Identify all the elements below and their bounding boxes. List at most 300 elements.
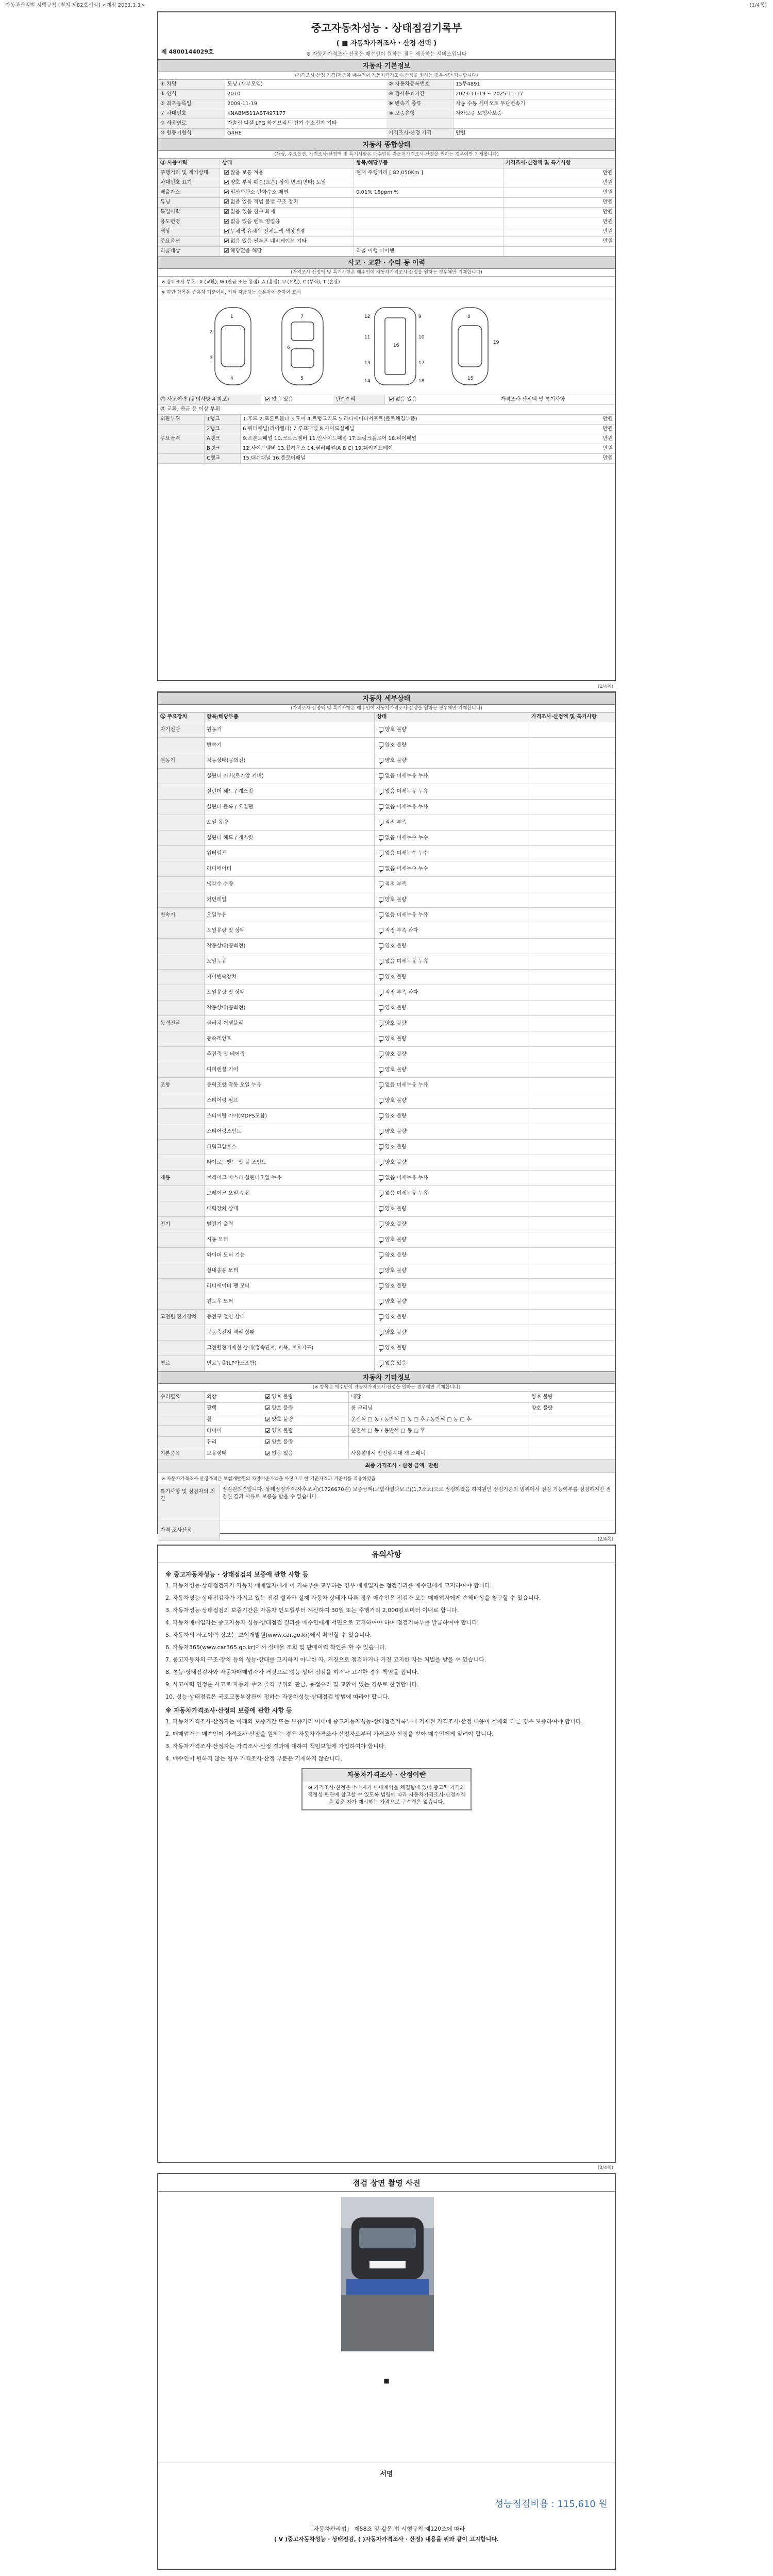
summary-label: 배출가스 — [158, 188, 220, 197]
detail-status-text: 없음 미세누유 누유 — [385, 1175, 428, 1181]
accident-part-price: 만원 — [602, 455, 613, 461]
summary-detail — [354, 178, 503, 188]
price-sign-label: 가격·조사산정 — [158, 1520, 220, 1540]
basic-info-value: 15무4891 — [456, 81, 480, 87]
summary-label: 차대번호 표기 — [158, 178, 220, 188]
summary-status[interactable] — [220, 178, 354, 188]
detail-status[interactable] — [375, 1294, 529, 1309]
detail-status[interactable] — [375, 1016, 529, 1031]
detail-group — [158, 769, 205, 784]
basic-info-label: ⑦ 차대번호 — [158, 109, 225, 118]
special-notes-row — [158, 1484, 615, 1520]
detail-item: 라디에이터 팬 모터 — [205, 1279, 375, 1294]
detail-status[interactable] — [375, 923, 529, 938]
detail-item: 윈도우 모터 — [205, 1294, 375, 1309]
notice-item: 9. 사고이력 인정은 사고로 자동차 주요 골격 부위의 판금, 용접수리 및 교환이 있는 경우로 한정합니다. — [165, 1681, 419, 1688]
check-icon — [379, 882, 383, 886]
detail-status[interactable] — [375, 1186, 529, 1201]
summary-status-text: 일산화탄소 탄화수소 매연 — [230, 190, 289, 195]
detail-status-text: 적정 부족 과다 — [385, 990, 418, 995]
detail-status[interactable] — [375, 1031, 529, 1046]
detail-row — [158, 1263, 615, 1279]
notice-item: 2. 매매업자는 매수인이 가격조사·산정을 원하는 경우 자동차가격조사·산정자로부터 가격조사·산정을 받아 매수인에게 알려야 합니다. — [165, 1731, 494, 1737]
detail-row — [158, 1155, 615, 1171]
detail-status[interactable] — [375, 1356, 529, 1371]
detail-price — [529, 1062, 615, 1077]
summary-head-1: ⑪ 사용이력 — [158, 159, 220, 168]
detail-status[interactable] — [375, 753, 529, 768]
detail-group — [158, 1341, 205, 1355]
basic-info-value: 자가보증 보험사보증 — [456, 111, 502, 116]
detail-price — [529, 831, 615, 845]
basic-info-value: 2010 — [227, 91, 241, 97]
detail-status[interactable] — [375, 985, 529, 1000]
check-icon — [379, 1129, 383, 1133]
detail-status-text: 없음 미세누수 누수 — [385, 866, 428, 872]
detail-item: 스티어링 펌프 — [205, 1093, 375, 1108]
detail-status[interactable] — [375, 1310, 529, 1325]
summary-table — [158, 168, 615, 257]
detail-price — [529, 877, 615, 892]
summary-row — [158, 237, 615, 247]
detail-row — [158, 1016, 615, 1031]
photo-marker: ■ — [383, 2377, 390, 2384]
detail-status-text: 양호 불량 — [385, 1268, 407, 1274]
detail-price — [529, 1294, 615, 1309]
detail-row — [158, 846, 615, 861]
check-icon — [224, 229, 229, 233]
detail-status[interactable] — [375, 800, 529, 815]
detail-status[interactable] — [375, 1109, 529, 1124]
detail-group — [158, 954, 205, 969]
final-price-label: 최종 가격조사 · 산정 금액 — [365, 1463, 424, 1469]
detail-group — [158, 831, 205, 845]
accident-history-check[interactable] — [261, 395, 333, 404]
detail-row — [158, 1217, 615, 1232]
detail-item: 변속기 — [205, 738, 375, 753]
check-icon — [224, 209, 229, 214]
detail-item: 오일유량 및 상태 — [205, 923, 375, 938]
detail-group — [158, 1031, 205, 1046]
inspection-photo — [341, 2197, 434, 2351]
svg-text:10: 10 — [418, 335, 425, 340]
detail-group — [158, 892, 205, 907]
detail-group — [158, 970, 205, 985]
detail-price — [529, 753, 615, 768]
etc-item: 타이어 — [205, 1426, 261, 1436]
detail-status[interactable] — [375, 1325, 529, 1340]
detail-group: 제동 — [158, 1171, 205, 1185]
detail-status[interactable] — [375, 815, 529, 830]
price-info-text: ※ 가격조사·산정은 소비자가 매매계약을 체결함에 있어 중고차 가격의 적정성 판단에 참고할 수 있도록 법령에 따라 자동차가격조사·산정자격을 갖춘 자가 제시하는 가격으로 구속력은 없습니다. — [308, 1785, 465, 1805]
detail-group — [158, 846, 205, 861]
detail-status[interactable] — [375, 908, 529, 923]
check-icon — [379, 758, 383, 762]
detail-status-text: 없음 미세누유 누유 — [385, 1082, 428, 1088]
check-icon — [379, 1098, 383, 1103]
svg-text:1: 1 — [230, 314, 233, 319]
detail-group — [158, 1186, 205, 1201]
detail-item: 배력장치 상태 — [205, 1201, 375, 1216]
etc-row — [158, 1392, 615, 1403]
etc-status[interactable] — [261, 1426, 349, 1436]
detail-price — [529, 1341, 615, 1355]
special-notes-label: 특기사항 및 점검자의 의견 — [158, 1484, 220, 1520]
detail-item: 실린더 헤드 / 개스킷 — [205, 831, 375, 845]
detail-status[interactable] — [375, 1078, 529, 1093]
legal-basis-text: 「자동차관리법」 제58조 및 같은 법 시행규칙 제120조에 따라 — [308, 2526, 465, 2532]
detail-status[interactable] — [375, 970, 529, 985]
detail-row — [158, 908, 615, 923]
summary-label: 주행거리 및 계기상태 — [158, 168, 220, 178]
detail-item: 작동상태(공회전) — [205, 939, 375, 954]
detail-status[interactable] — [375, 939, 529, 954]
etc-row — [158, 1448, 615, 1460]
etc-status-text: 양호 불량 — [272, 1394, 293, 1400]
detail-row — [158, 1001, 615, 1016]
etc-row — [158, 1437, 615, 1448]
detail-group — [158, 1001, 205, 1015]
detail-price — [529, 1279, 615, 1294]
accident-part-price: 만원 — [602, 446, 613, 451]
detail-item: 실린더 헤드 / 개스킷 — [205, 784, 375, 799]
detail-head-3: 상태 — [375, 713, 529, 722]
detail-status[interactable] — [375, 1171, 529, 1185]
detail-group — [158, 1248, 205, 1263]
simple-repair-value: 없음 있음 — [395, 397, 417, 402]
detail-group — [158, 1062, 205, 1077]
check-icon — [379, 1283, 383, 1288]
etc-item: 휠 — [205, 1414, 261, 1425]
detail-group — [158, 1325, 205, 1340]
etc-item: 광택 — [205, 1403, 261, 1414]
detail-status[interactable] — [375, 1062, 529, 1077]
notice-item: 1. 자동차가격조사·산정자는 아래의 보증기간 또는 보증거리 이내에 중고자동차성능·상태점검기록부에 기재된 가격조사·산정 내용이 실제와 다른 경우 보증하여야 합니다. — [165, 1718, 583, 1725]
detail-item: 충전구 절연 상태 — [205, 1310, 375, 1325]
summary-status[interactable] — [220, 227, 354, 236]
detail-group — [158, 1263, 205, 1278]
etc-group: 수리필요 — [158, 1392, 205, 1402]
check-icon — [379, 789, 383, 793]
detail-row — [158, 939, 615, 954]
etc-item-2: 운전석 □ 동 / 동반석 □ 동 □ 후 / 동반석 □ 동 □ 후 — [349, 1414, 529, 1425]
accident-part-group — [158, 444, 205, 453]
detail-status[interactable] — [375, 1201, 529, 1216]
accident-part-group: 외판부위 — [158, 415, 205, 424]
report-note: ※ 자동차가격조사·산정은 매수인이 원하는 경우 제공하는 서비스입니다 — [306, 52, 467, 57]
detail-status-text: 양호 불량 — [385, 1283, 407, 1289]
svg-text:8: 8 — [467, 314, 470, 319]
notice-item: 6. 자동차365(www.car365.go.kr)에서 실매물 조회 및 판매이력 확인을 할 수 있습니다. — [165, 1644, 387, 1651]
detail-status-text: 양호 불량 — [385, 1098, 407, 1104]
svg-text:7: 7 — [300, 314, 304, 319]
summary-row — [158, 247, 615, 257]
notice-item: 1. 자동차성능·상태점검자가 자동차 매매업자에게 이 기록부를 교부하는 경우 매매업자는 점검결과를 매수인에게 고지하여야 합니다. — [165, 1582, 492, 1589]
detail-status-text: 양호 불량 — [385, 1129, 407, 1134]
detail-price — [529, 1263, 615, 1278]
detail-status[interactable] — [375, 1279, 529, 1294]
summary-row — [158, 168, 615, 178]
detail-price — [529, 1140, 615, 1155]
summary-status-text: 해당없음 해당 — [230, 248, 262, 254]
detail-item: 클러치 어셈블리 — [205, 1016, 375, 1031]
check-icon — [379, 866, 383, 871]
detail-status[interactable] — [375, 784, 529, 799]
detail-status[interactable] — [375, 1047, 529, 1062]
summary-status[interactable] — [220, 198, 354, 207]
detail-group: 전기 — [158, 1217, 205, 1232]
summary-detail: 0.01% 15ppm % — [354, 188, 503, 197]
detail-status-text: 양호 불량 — [385, 1222, 407, 1227]
svg-text:19: 19 — [493, 340, 499, 345]
detail-status[interactable] — [375, 1248, 529, 1263]
etc-group — [158, 1437, 205, 1448]
notice-item: 5. 자동차의 사고이력 정보는 보험개발원(www.car.go.kr)에서 확인할 수 있습니다. — [165, 1632, 372, 1638]
notice-item: 4. 자동차매매업자는 중고자동차 성능·상태점검 결과를 매수인에게 서면으로 고지하여야 하며 점검기록부를 발급하여야 합니다. — [165, 1619, 479, 1626]
price-info-title: 자동차가격조사 · 산정이란 — [303, 1769, 470, 1782]
etc-item-2: 내장 — [349, 1392, 529, 1402]
detail-item: 실내송풍 모터 — [205, 1263, 375, 1278]
check-icon — [224, 219, 229, 224]
detail-row — [158, 815, 615, 831]
detail-status-text: 없음 미세누유 누유 — [385, 912, 428, 918]
accident-part-rank: 2랭크 — [205, 425, 241, 434]
svg-text:12: 12 — [364, 314, 371, 319]
accident-part-items: 1.후드 2.프론트휀더 3.도어 4.트렁크리드 5.라디에이터서포트(볼트체결부품) — [243, 416, 417, 422]
accident-part-row — [158, 454, 615, 464]
basic-info-label: ⑤ 최초등록일 — [158, 99, 225, 109]
detail-row — [158, 1294, 615, 1310]
svg-text:17: 17 — [418, 361, 425, 366]
accident-history-value: 없음 있음 — [272, 397, 293, 402]
detail-item: 디퍼렌셜 기어 — [205, 1062, 375, 1077]
etc-item-2: 룸 크리닝 — [349, 1403, 529, 1414]
notice-item: 3. 자동차가격조사·산정자는 가격조사·산정 결과에 대하여 책임보험에 가입하여야 합니다. — [165, 1743, 386, 1750]
etc-row — [158, 1403, 615, 1414]
etc-status[interactable] — [261, 1448, 349, 1459]
notice-title: 유의사항 — [158, 1546, 615, 1563]
notification-text: ( V )중고자동차성능 · 상태점검, ( )자동차가격조사 · 산정) 내용을 위와 같이 고지합니다. — [274, 2536, 499, 2543]
summary-head-4: 가격조사·산정액 및 특기사항 — [506, 160, 571, 166]
check-icon — [379, 990, 383, 994]
etc-status[interactable] — [261, 1414, 349, 1425]
detail-status[interactable] — [375, 861, 529, 876]
check-icon — [224, 190, 229, 194]
summary-status-text: 무채색 유채색 전체도색 색상변경 — [230, 229, 305, 234]
summary-status-text: 없음 있음 적법 불법 구조 장치 — [230, 199, 298, 205]
basic-info-row — [158, 119, 615, 129]
detail-group — [158, 985, 205, 1000]
etc-title: 자동차 기타정보 — [158, 1371, 615, 1384]
check-icon — [379, 1206, 383, 1211]
check-icon — [379, 1222, 383, 1226]
etc-status-2 — [529, 1426, 615, 1436]
detail-price — [529, 1124, 615, 1139]
summary-price: 만원 — [602, 190, 613, 195]
summary-price: 만원 — [602, 199, 613, 205]
etc-status-text: 양호 불량 — [272, 1439, 293, 1445]
detail-row — [158, 722, 615, 738]
etc-group — [158, 1426, 205, 1436]
detail-price — [529, 1078, 615, 1093]
check-icon — [265, 1417, 270, 1421]
detail-status[interactable] — [375, 1140, 529, 1155]
detail-status-text: 없음 미세누유 누유 — [385, 789, 428, 794]
detail-status[interactable] — [375, 831, 529, 845]
check-icon — [379, 851, 383, 855]
check-icon — [379, 1191, 383, 1195]
basic-info-value — [453, 119, 615, 128]
check-icon — [379, 1005, 383, 1010]
sign-title: 서명 — [380, 2470, 393, 2478]
check-icon — [224, 170, 229, 175]
summary-detail: 리콜 이행 미이행 — [354, 247, 503, 256]
detail-group — [158, 815, 205, 830]
accident-part-group: 주요골격 — [158, 434, 205, 444]
price-sign-row — [158, 1520, 615, 1541]
detail-group — [158, 877, 205, 892]
svg-text:5: 5 — [300, 376, 304, 381]
photo-title: 점검 장면 촬영 사진 — [158, 2174, 615, 2192]
detail-status[interactable] — [375, 954, 529, 969]
check-icon — [265, 1428, 270, 1433]
detail-item: 실린더 커버(로커암 커버) — [205, 769, 375, 784]
detail-price — [529, 970, 615, 985]
etc-status-text: 없음 있음 — [272, 1451, 293, 1456]
check-icon — [379, 804, 383, 809]
detail-status[interactable] — [375, 769, 529, 784]
detail-status[interactable] — [375, 846, 529, 861]
etc-status[interactable] — [261, 1437, 349, 1448]
check-icon — [265, 1439, 270, 1444]
check-icon — [379, 1067, 383, 1072]
detail-group — [158, 738, 205, 753]
detail-group — [158, 923, 205, 938]
detail-item: 브레이크 오일 누유 — [205, 1186, 375, 1201]
check-icon — [265, 1405, 270, 1410]
detail-status[interactable] — [375, 738, 529, 753]
summary-status[interactable] — [220, 247, 354, 256]
detail-price — [529, 1310, 615, 1325]
detail-status[interactable] — [375, 1232, 529, 1247]
notice-body — [158, 1563, 615, 1818]
page-3 — [157, 1545, 616, 2163]
detail-status[interactable] — [375, 1263, 529, 1278]
detail-status[interactable] — [375, 1093, 529, 1108]
detail-status[interactable] — [375, 1001, 529, 1015]
summary-price: 만원 — [602, 209, 613, 215]
etc-status[interactable] — [261, 1403, 349, 1414]
detail-item: 오일 유량 — [205, 815, 375, 830]
detail-row — [158, 738, 615, 753]
summary-status-text: 양호 부식 훼손(오손) 상이 변조(변타) 도말 — [230, 180, 327, 185]
detail-status[interactable] — [375, 1217, 529, 1232]
etc-status-text: 양호 불량 — [272, 1417, 293, 1422]
check-icon — [379, 1361, 383, 1365]
simple-repair-label: 단순수리 — [333, 395, 385, 404]
accident-part-price: 만원 — [602, 426, 613, 432]
detail-row — [158, 800, 615, 815]
detail-status[interactable] — [375, 722, 529, 737]
summary-label: 용도변경 — [158, 217, 220, 227]
svg-text:11: 11 — [364, 335, 371, 340]
summary-price — [503, 247, 615, 256]
detail-row — [158, 1109, 615, 1124]
detail-item: 워터펌프 — [205, 846, 375, 861]
detail-status[interactable] — [375, 1124, 529, 1139]
summary-head — [158, 159, 615, 168]
detail-item: 고전원전기배선 상태(접속단자, 피복, 보호기구) — [205, 1341, 375, 1355]
check-icon — [379, 928, 383, 933]
summary-status[interactable] — [220, 237, 354, 246]
sign-section — [158, 2463, 615, 2543]
summary-title: 자동차 종합상태 — [158, 139, 615, 151]
detail-price — [529, 1155, 615, 1170]
detail-row — [158, 892, 615, 908]
summary-detail — [354, 227, 503, 236]
detail-status[interactable] — [375, 892, 529, 907]
summary-status[interactable] — [220, 208, 354, 217]
svg-text:6: 6 — [287, 345, 290, 350]
accident-legend: ※ 상태표시 부호 : X (교환), W (판금 또는 용접), A (흠집), U (요철), C (부식), T (손상) — [158, 277, 615, 287]
summary-price: 만원 — [602, 229, 613, 234]
summary-detail — [354, 208, 503, 217]
page-count: (1/4쪽) — [749, 3, 767, 8]
special-notes-text: 점검원의견입니다. 상태점검가격(사후조치)(1726670원) 보증금액(보험사결과보고)(1,7소요)으로 점검하였음 하지원인 점검기준의 범위에서 점검 기능여부를 점검하지만 점검된 결과 사유로 보증을 받을 수 없습니다. — [222, 1487, 611, 1500]
basic-info-table — [158, 80, 615, 139]
summary-status[interactable] — [220, 217, 354, 227]
detail-status-text: 양호 불량 — [385, 1113, 407, 1119]
check-icon — [379, 742, 383, 747]
detail-item: 실린더 블록 / 오일팬 — [205, 800, 375, 815]
detail-price — [529, 1232, 615, 1247]
detail-status-text: 없음 미세누유 누유 — [385, 1191, 428, 1196]
check-icon — [379, 1082, 383, 1087]
detail-head-1: ㉒ 주요장치 — [158, 713, 205, 722]
basic-info-label: ④ 검사유효기간 — [386, 90, 453, 99]
detail-price — [529, 800, 615, 815]
detail-group: 자기진단 — [158, 722, 205, 737]
detail-row — [158, 1047, 615, 1062]
detail-item: 발전기 출력 — [205, 1217, 375, 1232]
detail-item: 추진축 및 베어링 — [205, 1047, 375, 1062]
detail-item: 기어변속장치 — [205, 970, 375, 985]
detail-row — [158, 985, 615, 1001]
detail-item: 브레이크 마스터 실린더오일 누유 — [205, 1171, 375, 1185]
detail-item: 작동상태(공회전) — [205, 1001, 375, 1015]
detail-status-text: 없음 미세누유 누유 — [385, 959, 428, 964]
detail-price — [529, 1031, 615, 1046]
etc-group — [158, 1414, 205, 1425]
detail-row — [158, 784, 615, 800]
check-icon — [379, 1160, 383, 1164]
detail-row — [158, 753, 615, 769]
detail-status[interactable] — [375, 877, 529, 892]
summary-status[interactable] — [220, 168, 354, 178]
simple-repair-check[interactable] — [385, 395, 498, 404]
etc-status[interactable] — [261, 1392, 349, 1402]
report-header — [158, 12, 615, 60]
detail-status[interactable] — [375, 1341, 529, 1355]
detail-row — [158, 1310, 615, 1325]
summary-price: 만원 — [602, 219, 613, 225]
detail-price — [529, 1171, 615, 1185]
notice-heading-2: ※ 자동차가격조사·산정의 보증에 관한 사항 등 — [165, 1707, 292, 1714]
detail-status[interactable] — [375, 1155, 529, 1170]
accident-part-items: 6.쿼터패널(리어휀더) 7.루프패널 8.사이드실패널 — [243, 426, 355, 432]
summary-status[interactable] — [220, 188, 354, 197]
detail-price — [529, 1047, 615, 1062]
